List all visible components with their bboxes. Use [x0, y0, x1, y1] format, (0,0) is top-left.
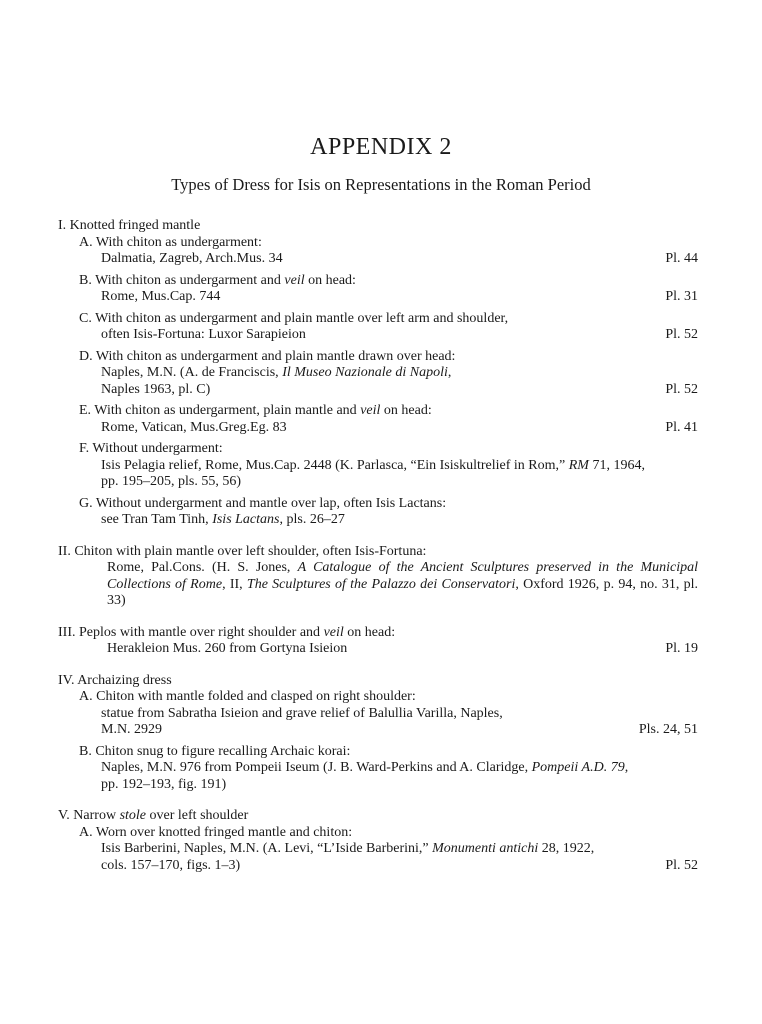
- entry-text: Herakleion Mus. 260 from Gortyna Isieion: [107, 641, 348, 656]
- entry-v-a: [79, 825, 698, 875]
- plate-ref: Pl. 41: [665, 419, 698, 435]
- plate-ref: Pl. 19: [665, 641, 698, 656]
- section-i: [58, 218, 698, 529]
- page-title: APPENDIX 2: [310, 134, 452, 160]
- entry-text: Isis Pelagia relief, Rome, Mus.Cap. 2448 (K. Parlasca, “Ein Isiskultrelief in Rom,” RM 71, 1964,: [101, 457, 645, 473]
- entry-text: Rome, Mus.Cap. 744: [101, 289, 221, 304]
- entry-i-b: [79, 273, 698, 306]
- section-heading: I. Knotted fringed mantle: [58, 218, 201, 233]
- entry-text: Naples 1963, pl. C): [101, 381, 211, 397]
- entry-heading: A. Chiton with mantle folded and clasped on right shoulder:: [79, 689, 416, 704]
- entry-heading: D. With chiton as undergarment and plain mantle drawn over head:: [79, 348, 456, 364]
- entry-text: often Isis-Fortuna: Luxor Sarapieion: [101, 327, 306, 342]
- entry-heading: A. With chiton as undergarment:: [79, 234, 262, 250]
- section-iii: [58, 625, 698, 658]
- plate-ref: Pl. 52: [665, 857, 698, 873]
- entry-text: statue from Sabratha Isieion and grave relief of Balullia Varilla, Naples,: [101, 705, 503, 721]
- entry-i-g: [79, 496, 698, 529]
- entry-iv-b: [79, 744, 698, 794]
- plate-ref: Pl. 44: [665, 251, 698, 266]
- entry-i-d: [79, 349, 698, 399]
- entry-heading: B. Chiton snug to figure recalling Archaic korai:: [79, 743, 351, 759]
- entry-heading: B. With chiton as undergarment and veil on head:: [79, 272, 356, 288]
- entry-text: Naples, M.N. 976 from Pompeii Iseum (J. B. Ward-Perkins and A. Claridge, Pompeii A.D. 79,: [101, 760, 629, 775]
- entry-i-a: [79, 235, 698, 268]
- section-iv: [58, 673, 698, 794]
- entry-heading: A. Worn over knotted fringed mantle and chiton:: [79, 824, 353, 840]
- plate-ref: Pl. 31: [665, 289, 698, 304]
- entry-text: Naples, M.N. (A. de Franciscis, Il Museo Nazionale di Napoli,: [101, 365, 452, 380]
- section-heading: III. Peplos with mantle over right shoulder and veil on head:: [58, 624, 396, 640]
- page-subtitle: Types of Dress for Isis on Representations in the Roman Period: [171, 175, 591, 194]
- entry-text: Rome, Pal.Cons. (H. S. Jones, A Catalogue of the Ancient Sculptures preserved in the Municipal Collections of Rome, II, The Sculptures of the Palazzo dei Conservatori, Oxford 1926, p. 94, no. 31, pl. 33): [107, 560, 698, 608]
- plate-ref: Pls. 24, 51: [638, 722, 698, 737]
- entry-text: see Tran Tam Tinh, Isis Lactans, pls. 26–27: [101, 512, 345, 527]
- entry-text: Rome, Vatican, Mus.Greg.Eg. 83: [101, 419, 287, 435]
- appendix-list: [58, 218, 698, 889]
- entry-text: M.N. 2929: [101, 722, 163, 737]
- entry-heading: G. Without undergarment and mantle over lap, often Isis Lactans:: [79, 495, 447, 511]
- entry-text: cols. 157–170, figs. 1–3): [101, 857, 241, 873]
- entry-i-c: [79, 311, 698, 344]
- entry-i-f: [79, 441, 698, 491]
- entry-heading: F. Without undergarment:: [79, 441, 223, 456]
- entry-heading: E. With chiton as undergarment, plain mantle and veil on head:: [79, 403, 432, 418]
- plate-ref: Pl. 52: [665, 327, 698, 342]
- entry-text: Dalmatia, Zagreb, Arch.Mus. 34: [101, 251, 283, 266]
- section-heading: V. Narrow stole over left shoulder: [58, 808, 249, 823]
- entry-text: pp. 192–193, fig. 191): [101, 776, 227, 792]
- section-ii: [58, 544, 698, 610]
- entry-text: Isis Barberini, Naples, M.N. (A. Levi, “L’Iside Barberini,” Monumenti antichi 28, 1922,: [101, 841, 595, 856]
- section-heading: II. Chiton with plain mantle over left shoulder, often Isis-Fortuna:: [58, 543, 427, 559]
- entry-text: pp. 195–205, pls. 55, 56): [101, 474, 241, 489]
- section-v: [58, 808, 698, 874]
- plate-ref: Pl. 52: [665, 381, 698, 397]
- entry-heading: C. With chiton as undergarment and plain mantle over left arm and shoulder,: [79, 310, 509, 326]
- entry-iv-a: [79, 689, 698, 739]
- section-heading: IV. Archaizing dress: [58, 672, 172, 688]
- entry-i-e: [79, 403, 698, 436]
